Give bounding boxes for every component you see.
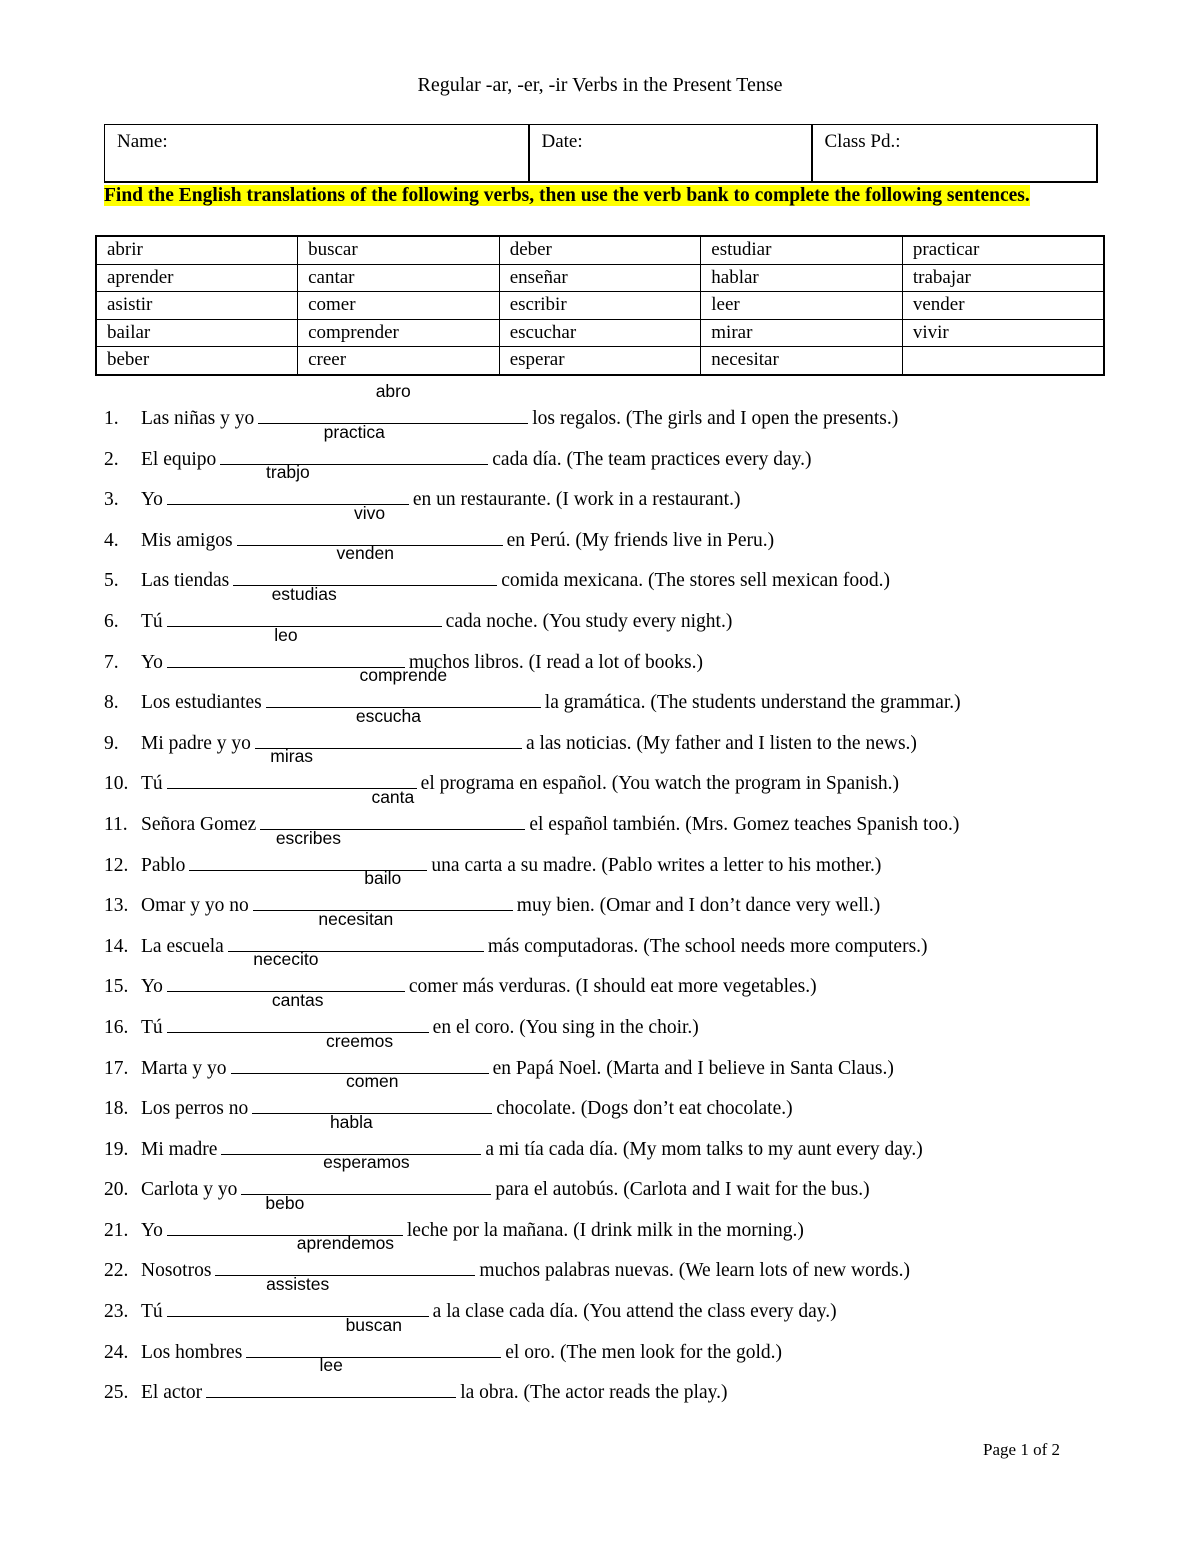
sentence-prompt: Las niñas y yo [141, 408, 255, 429]
answer-text: venden [336, 543, 394, 564]
sentence-ending: cada noche. (You study every night.) [445, 610, 733, 632]
answer-text: canta [371, 786, 415, 807]
answer-text: comen [345, 1071, 399, 1092]
sentence-prompt: Mis amigos [141, 529, 233, 551]
sentence-ending: muy bien. (Omar and I don’t dance very well.) [516, 895, 881, 917]
instructions [104, 183, 1104, 209]
verb-bank-cell: bailar [96, 319, 298, 347]
answer-text: escribes [275, 827, 341, 848]
sentence-number: 15. [104, 976, 129, 998]
sentence-number: 17. [104, 1057, 129, 1079]
sentence-number: 25. [104, 1382, 129, 1404]
sentence-prompt: Las tiendas [141, 570, 230, 592]
verb-bank-cell: comer [298, 292, 500, 320]
answer-text: cantas [271, 989, 324, 1010]
sentence-number: 9. [104, 732, 119, 754]
answer-text: practica [323, 421, 385, 442]
answer-text: nececito [253, 949, 319, 970]
verb-bank-cell: leer [701, 292, 903, 320]
verb-bank-cell: cantar [298, 264, 500, 292]
sentence-ending: leche por la mañana. (I drink milk in the morning.) [406, 1219, 804, 1241]
sentence-number: 4. [104, 529, 119, 551]
verb-bank-cell: aprender [96, 264, 298, 292]
page-number: Page 1 of 2 [983, 1440, 1060, 1459]
name-field[interactable]: Name: [105, 125, 529, 183]
sentence-ending: cada día. (The team practices every day.) [492, 448, 812, 470]
verb-bank-cell: hablar [701, 264, 903, 292]
sentence-prompt: Los perros no [141, 1098, 249, 1120]
verb-bank-row [96, 347, 1104, 375]
verb-bank-cell: beber [96, 347, 298, 375]
date-field[interactable]: Date: [529, 125, 812, 183]
verb-bank-row [96, 292, 1104, 320]
sentence-number: 18. [104, 1098, 129, 1120]
verb-bank-table [95, 235, 1105, 376]
sentence-ending: muchos libros. (I read a lot of books.) [408, 651, 703, 673]
sentence-number: 19. [104, 1138, 129, 1160]
sentence-prompt: La escuela [141, 935, 224, 957]
sentence-ending: para el autobús. (Carlota and I wait for the bus.) [495, 1179, 870, 1201]
sentence-prompt: El equipo [141, 448, 217, 470]
verb-bank-cell: estudiar [701, 236, 903, 264]
verb-bank-cell: esperar [499, 347, 701, 375]
verb-bank-cell: creer [298, 347, 500, 375]
answer-text: miras [270, 746, 314, 767]
sentence-ending: más computadoras. (The school needs more computers.) [487, 935, 928, 957]
verb-bank-row [96, 319, 1104, 347]
answer-text: habla [329, 1111, 373, 1132]
sentence-ending: en Papá Noel. (Marta and I believe in Santa Claus.) [492, 1057, 894, 1079]
answer-text: esperamos [323, 1152, 410, 1173]
sentence-prompt: Yo [141, 489, 163, 511]
verb-bank-cell: asistir [96, 292, 298, 320]
verb-bank-cell: buscar [298, 236, 500, 264]
sentence-prompt: Los estudiantes [141, 692, 262, 714]
sentence-ending: en un restaurante. (I work in a restaurant.) [412, 489, 741, 511]
sentence-ending: el español también. (Mrs. Gomez teaches Spanish too.) [529, 813, 960, 835]
sentence-prompt: Mi madre [141, 1138, 218, 1160]
sentence-item [104, 624, 1144, 685]
sentence-list [104, 381, 1144, 1415]
answer-text: necesitan [318, 908, 394, 929]
verb-bank-cell: comprender [298, 319, 500, 347]
answer-text: trabjo [266, 462, 310, 483]
sentence-number: 14. [104, 935, 129, 957]
answer-text: estudias [271, 583, 337, 604]
sentence-ending: muchos palabras nuevas. (We learn lots of new words.) [479, 1260, 910, 1282]
sentence-prompt: Tú [141, 1016, 163, 1038]
sentence-number: 10. [104, 773, 129, 795]
answer-text: abro [375, 381, 411, 401]
sentence-number: 13. [104, 895, 129, 917]
sentence-prompt: Tú [141, 610, 163, 632]
sentence-number: 20. [104, 1179, 129, 1201]
verb-bank-row [96, 264, 1104, 292]
sentence-number: 12. [104, 854, 129, 876]
sentence-number: 7. [104, 651, 119, 673]
sentence-prompt: Tú [141, 773, 163, 795]
sentence-ending: la obra. (The actor reads the play.) [460, 1382, 728, 1404]
sentence-ending: comer más verduras. (I should eat more vegetables.) [408, 976, 817, 998]
sentence-number: 5. [104, 570, 119, 592]
answer-text: lee [319, 1355, 343, 1376]
sentence-number: 23. [104, 1301, 129, 1323]
verb-bank-cell: escuchar [499, 319, 701, 347]
answer-text: assistes [266, 1274, 330, 1295]
sentence-prompt: Yo [141, 651, 163, 673]
verb-bank-cell: vivir [902, 319, 1104, 347]
answer-text: creemos [326, 1030, 394, 1051]
sentence-ending: a la clase cada día. (You attend the class every day.) [432, 1301, 837, 1323]
class-period-field[interactable]: Class Pd.: [812, 125, 1097, 183]
answer-text: bailo [364, 868, 402, 889]
student-info-table [104, 124, 1098, 183]
verb-bank-cell: abrir [96, 236, 298, 264]
worksheet-title: Regular -ar, -er, -ir Verbs in the Present Tense [417, 74, 783, 96]
sentence-prompt: Nosotros [141, 1260, 212, 1282]
sentence-prompt: Tú [141, 1301, 163, 1323]
sentence-number: 3. [104, 489, 119, 511]
sentence-prompt: Pablo [141, 854, 186, 876]
sentence-prompt: Yo [141, 976, 163, 998]
sentence-prompt: El actor [141, 1382, 203, 1404]
answer-text: leo [274, 624, 298, 645]
answer-text: vivo [354, 502, 386, 523]
sentence-ending: a mi tía cada día. (My mom talks to my aunt every day.) [485, 1138, 923, 1160]
sentence-ending: chocolate. (Dogs don’t eat chocolate.) [496, 1098, 793, 1120]
sentence-ending: el oro. (The men look for the gold.) [505, 1341, 782, 1363]
sentence-number: 11. [104, 813, 128, 835]
answer-blank[interactable] [206, 1355, 456, 1398]
verb-bank-cell: vender [902, 292, 1104, 320]
sentence-item [104, 1355, 1144, 1415]
sentence-number: 8. [104, 692, 119, 714]
sentence-number: 2. [104, 448, 119, 470]
sentence-ending: a las noticias. (My father and I listen to the news.) [525, 732, 917, 754]
answer-text: bebo [265, 1192, 305, 1213]
verb-bank-cell: enseñar [499, 264, 701, 292]
verb-bank-cell: mirar [701, 319, 903, 347]
answer-text: buscan [345, 1314, 402, 1335]
sentence-ending: una carta a su madre. (Pablo writes a letter to his mother.) [431, 854, 882, 876]
sentence-number: 16. [104, 1016, 129, 1038]
sentence-ending: la gramática. (The students understand the grammar.) [544, 692, 961, 714]
answer-text: comprende [359, 665, 448, 686]
sentence-ending: los regalos. (The girls and I open the presents.) [532, 408, 899, 429]
sentence-ending: comida mexicana. (The stores sell mexican food.) [501, 570, 891, 592]
sentence-number: 1. [104, 408, 119, 429]
sentence-ending: en Perú. (My friends live in Peru.) [506, 529, 775, 551]
instructions-text: Find the English translations of the following verbs, then use the verb bank to complete the following sentences. [104, 185, 1030, 206]
sentence-prompt: Marta y yo [141, 1057, 227, 1079]
verb-bank-cell: deber [499, 236, 701, 264]
verb-bank-cell: necesitar [701, 347, 903, 375]
sentence-number: 24. [104, 1341, 129, 1363]
sentence-prompt: Carlota y yo [141, 1179, 238, 1201]
sentence-prompt: Omar y yo no [141, 895, 249, 917]
sentence-prompt: Los hombres [141, 1341, 243, 1363]
sentence-number: 6. [104, 610, 119, 632]
verb-bank-cell: practicar [902, 236, 1104, 264]
verb-bank-cell [902, 347, 1104, 375]
answer-text: aprendemos [296, 1233, 395, 1254]
sentence-number: 22. [104, 1260, 129, 1282]
sentence-prompt: Yo [141, 1219, 163, 1241]
answer-text: escucha [355, 705, 422, 726]
sentence-ending: el programa en español. (You watch the program in Spanish.) [420, 773, 900, 795]
sentence-prompt: Mi padre y yo [141, 732, 251, 754]
verb-bank-row [96, 236, 1104, 264]
sentence-prompt: Señora Gomez [141, 813, 257, 835]
verb-bank-cell: escribir [499, 292, 701, 320]
verb-bank-cell: trabajar [902, 264, 1104, 292]
sentence-ending: en el coro. (You sing in the choir.) [432, 1016, 699, 1038]
sentence-number: 21. [104, 1219, 129, 1241]
